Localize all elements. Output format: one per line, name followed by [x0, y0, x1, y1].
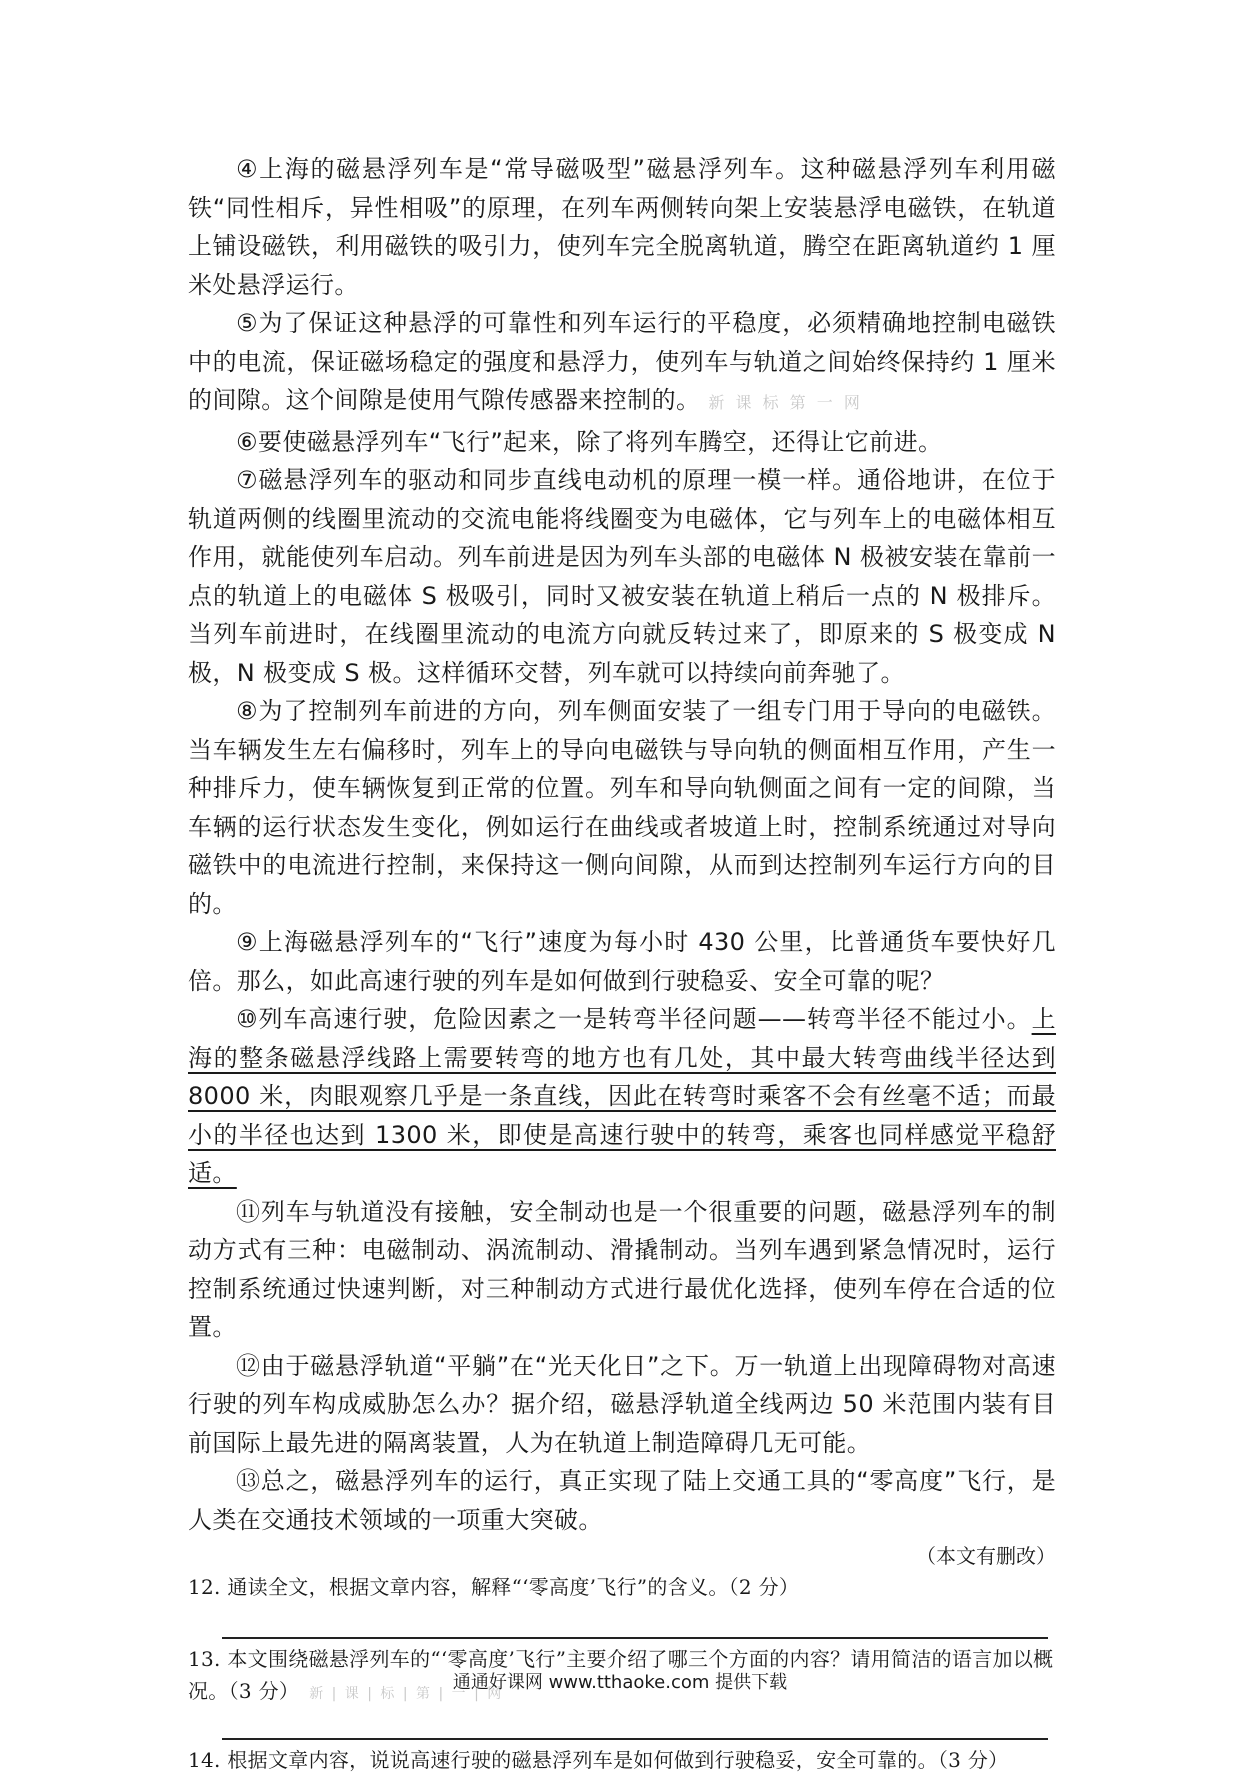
underlined-passage: 上海的整条磁悬浮线路上需要转弯的地方也有几处，其中最大转弯曲线半径达到 8000 米，肉眼观察几乎是一条直线，因此在转弯时乘客不会有丝毫不适；而最小的半径也达到 1300 米，即使是高速行驶中的转弯，乘客也同样感觉平稳舒适。 — [188, 1005, 1056, 1187]
question-14: 14. 根据文章内容，说说高速行驶的磁悬浮列车是如何做到行驶稳妥，安全可靠的。（3 分） — [188, 1748, 1009, 1772]
paragraph-13: ⑬总之，磁悬浮列车的运行，真正实现了陆上交通工具的“零高度”飞行，是人类在交通技术领域的一项重大突破。 — [188, 1467, 1056, 1534]
question-13: 13. 本文围绕磁悬浮列车的“‘零高度’飞行”主要介绍了哪三个方面的内容？请用简洁的语言加以概况。（3 分） 新 | 课 | 标 | 第 | 一 | 网 — [188, 1647, 1054, 1703]
paragraph-8: ⑧为了控制列车前进的方向，列车侧面安装了一组专门用于导向的电磁铁。当车辆发生左右偏移时，列车上的导向电磁铁与导向轨的侧面相互作用，产生一种排斥力，使车辆恢复到正常的位置。列车和导向轨侧面之间有一定的间隙，当车辆的运行状态发生变化，例如运行在曲线或者坡道上时，控制系统通过对导向磁铁中的电流进行控制，来保持这一侧向间隙，从而到达控制列车运行方向的目的。 — [188, 697, 1056, 918]
watermark-text: 新 课 标 第 一 网 — [708, 393, 863, 412]
article-content — [188, 150, 1056, 1776]
edit-note: （本文有删改） — [916, 1544, 1056, 1568]
paragraph-5: ⑤为了保证这种悬浮的可靠性和列车运行的平稳度，必须精确地控制电磁铁中的电流，保证磁场稳定的强度和悬浮力，使列车与轨道之间始终保持约 1 厘米的间隙。这个间隙是使用气隙传感器来控制的。 新 课 标 第 一 网 — [188, 309, 1056, 414]
paragraph-10: ⑩列车高速行驶，危险因素之一是转弯半径问题——转弯半径不能过小。上海的整条磁悬浮线路上需要转弯的地方也有几处，其中最大转弯曲线半径达到 8000 米，肉眼观察几乎是一条直线，因此在转弯时乘客不会有丝毫不适；而最小的半径也达到 1300 米，即使是高速行驶中的转弯，乘客也同样感觉平稳舒适。 — [188, 1005, 1056, 1187]
paragraph-4: ④上海的磁悬浮列车是“常导磁吸型”磁悬浮列车。这种磁悬浮列车利用磁铁“同性相斥，异性相吸”的原理，在列车两侧转向架上安装悬浮电磁铁，在轨道上铺设磁铁，利用磁铁的吸引力，使列车完全脱离轨道，腾空在距离轨道约 1 厘米处悬浮运行。 — [188, 155, 1056, 299]
page-footer: 通通好课网 www.tthaoke.com 提供下载 — [452, 1672, 788, 1693]
paragraph-9: ⑨上海磁悬浮列车的“飞行”速度为每小时 430 公里，比普通货车要快好几倍。那么，如此高速行驶的列车是如何做到行驶稳妥、安全可靠的呢？ — [188, 928, 1056, 995]
watermark-text-2: 新 | 课 | 标 | 第 | 一 | 网 — [309, 1686, 504, 1702]
paragraph-11: ⑪列车与轨道没有接触，安全制动也是一个很重要的问题，磁悬浮列车的制动方式有三种：电磁制动、涡流制动、滑撬制动。当列车遇到紧急情况时，运行控制系统通过快速判断，对三种制动方式进行最优化选择，使列车停在合适的位置。 — [188, 1197, 1056, 1341]
paragraph-12: ⑫由于磁悬浮轨道“平躺”在“光天化日”之下。万一轨道上出现障碍物对高速行驶的列车构成威胁怎么办？据介绍，磁悬浮轨道全线两边 50 米范围内装有目前国际上最先进的隔离装置，人为在轨道上制造障碍几无可能。 — [188, 1351, 1056, 1457]
paragraph-7: ⑦磁悬浮列车的驱动和同步直线电动机的原理一模一样。通俗地讲，在位于轨道两侧的线圈里流动的交流电能将线圈变为电磁体，它与列车上的电磁体相互作用，就能使列车启动。列车前进是因为列车头部的电磁体 N 极被安装在靠前一点的轨道上的电磁体 S 极吸引，同时又被安装在轨道上稍后一点的 N 极排斥。当列车前进时，在线圈里流动的电流方向就反转过来了，即原来的 S 极变成 N 极，N 极变成 S 极。这样循环交替，列车就可以持续向前奔驰了。 — [188, 466, 1056, 687]
question-12: 12. 通读全文，根据文章内容，解释“‘零高度’飞行”的含义。（2 分） — [188, 1575, 800, 1599]
paragraph-6: ⑥要使磁悬浮列车“飞行”起来，除了将列车腾空，还得让它前进。 — [236, 427, 943, 456]
